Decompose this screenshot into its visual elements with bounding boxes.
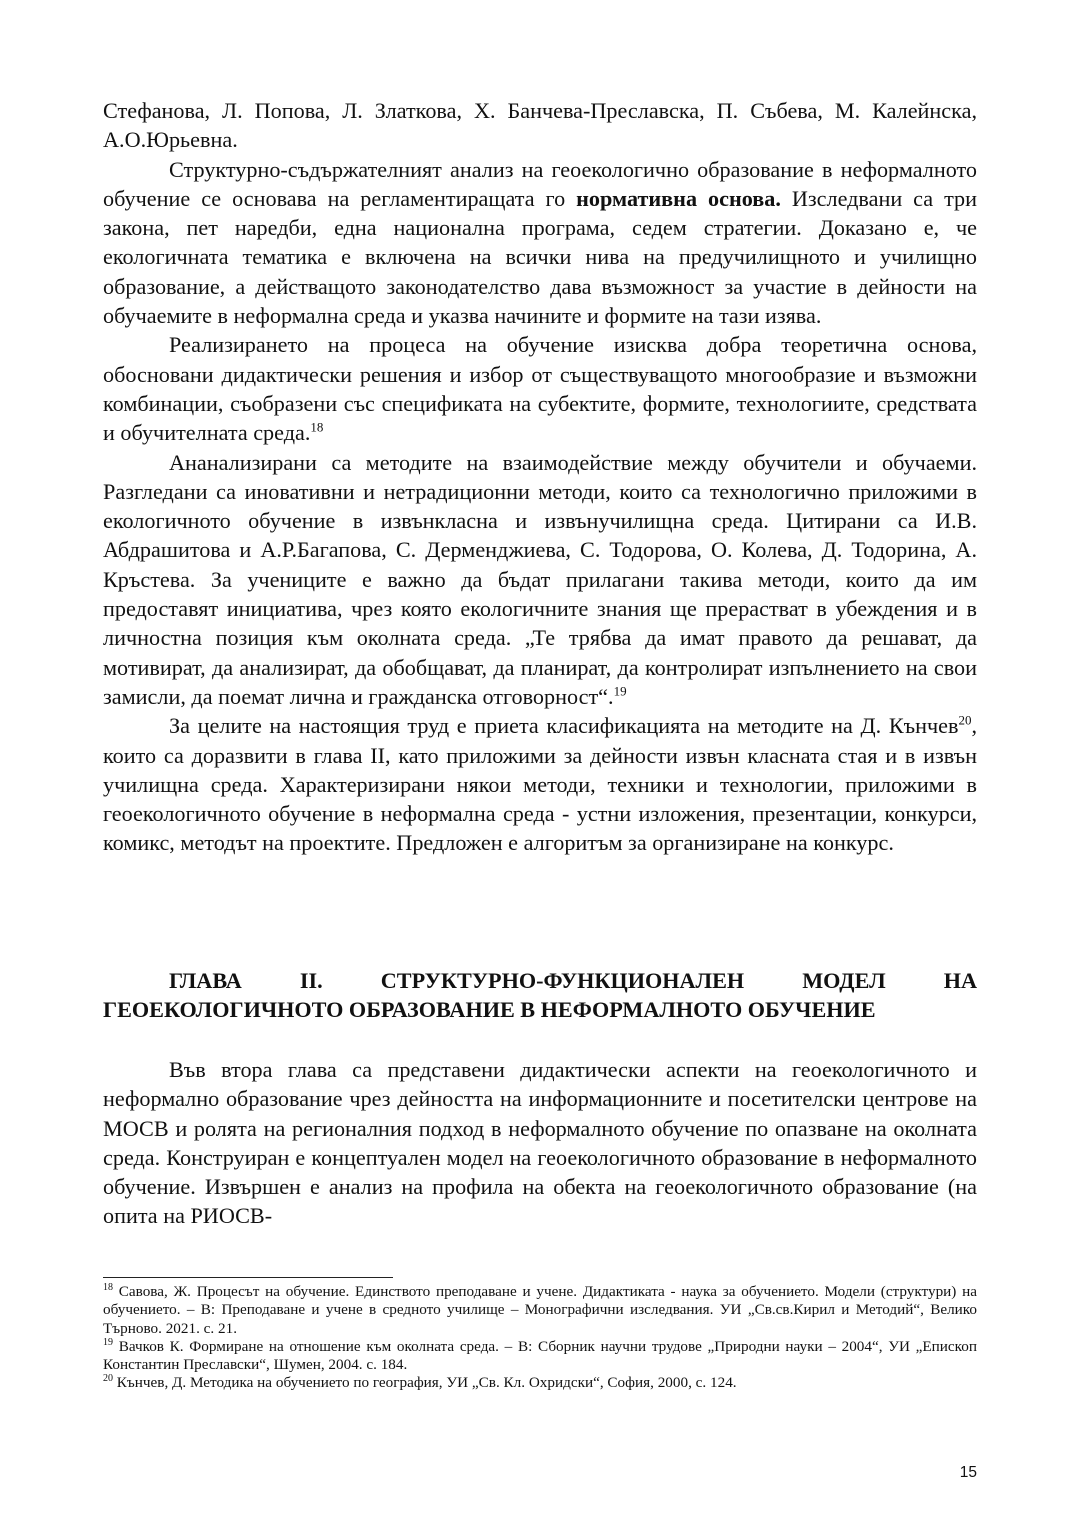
footnote-number: 20 [103,1373,113,1385]
footnote-text: Кънчев, Д. Методика на обучението по география, УИ „Св. Кл. Охридски“, София, 2000, с. 124. [113,1374,737,1392]
footnote-19 [103,1338,977,1375]
paragraph-2-rest: Изследвани са три закона, пет наредби, една национална програма, седем стратегии. Доказано е, че екологичната тематика е включена на всички нива на предучилищното и училищно образование, а действащото законодателство дава възможност за участие в дейности на обучаемите в неформална среда и указва начините и формите на тази изява. [103,185,978,329]
footnote-20 [103,1374,977,1392]
footnotes [103,1283,977,1393]
footnote-separator [103,1277,393,1278]
paragraph-3 [103,330,977,447]
page-number: 15 [959,1464,977,1481]
footnote-number: 18 [103,1281,113,1293]
paragraph-5 [103,711,977,857]
footnote-number: 19 [103,1336,113,1348]
paragraph-4 [103,448,977,712]
paragraph-4-text: Ананализирани са методите на взаимодействие между обучители и обучаеми. Разгледани са иновативни и нетрадиционни методи, които са технологично приложими в екологичното обучение в извънкласна и извънучилищна среда. Цитирани са И.В. Абдрашитова и А.Р.Багапова, С. Дерменджиева, С. Тодорова, О. Колева, Д. Тодорина, А. Кръстева. За учениците е важно да бъдат прилагани такива методи, които да им предоставят инициатива, чрез която екологичните знания ще прерастват в убеждения и в личностна позиция към околната среда. „Те трябва да имат правото да решават, да мотивират, да анализират, да обобщават, да планират, да контролират изпълнението на свои замисли, да поемат лична и гражданска отговорност“. [103,449,977,709]
footnote-18 [103,1283,977,1338]
paragraph-1: Стефанова, Л. Попова, Л. Златкова, Х. Банчева-Преславска, П. Събева, М. Калейнска, А.О.Юрьевна. [103,98,977,153]
body-text-upper [103,96,977,858]
paragraph-6: Във втора глава са представени дидактически аспекти на геоекологичното и неформално образование чрез дейността на информационните и посетителски центрове на МОСВ и ролята на регионалния подход в неформалното обучение по опазване на околната среда. Конструиран е концептуален модел на геоекологичното образование в неформалното обучение. Извършен е анализ на профила на обекта на геоекологичното образование (на опита на РИОСВ- [103,1057,977,1229]
footnote-text: Савова, Ж. Процесът на обучение. Единството преподаване и учене. Дидактиката - наука за обучението. Модели (структури) на обучението. – В: Преподаване и учене в средното училище – Монографични изследвания. УИ „Св.св.Кирил и Методий“, Велико Търново. 2021. с. 21. [103,1283,977,1337]
footnote-text: Вачков К. Формиране на отношение към околната среда. – В: Сборник научни трудове „Природни науки – 2004“, УИ „Епископ Константин Преславски“, Шумен, 2004. с. 184. [103,1337,977,1374]
paragraph-2-lead: Структурно-съдържателният анализ на геоекологично образование в неформалното обучение се основава на регламентиращата го [103,156,977,211]
paragraph-2-bold-term: нормативна основа. [576,185,781,211]
paragraph-3-text: Реализирането на процеса на обучение изисква добра теоретична основа, обосновани дидактически решения и избор от съществуващото многообразие и възможни комбинации, съобразени със спецификата на субектите, формите, технологиите, средствата и обучителната среда. [103,332,977,446]
paragraph-5-lead: За целите на настоящия труд е приета класификацията на методите на Д. Кънчев [169,713,959,739]
footnote-ref-18[interactable]: 18 [310,419,324,435]
body-text-lower [103,1055,977,1231]
paragraph-2 [103,155,977,331]
paragraph-5-rest: , които са доразвити в глава II, като приложими за дейности извън класната стая и в извън училищна среда. Характеризирани някои методи, техники и технологии, приложими в геоекологичното обучение в неформална среда - устни изложения, презентации, конкурси, комикс, методът на проектите. Предложен е алгоритъм за организиране на конкурс. [103,713,977,856]
footnote-ref-19[interactable]: 19 [613,683,627,699]
footnote-ref-20[interactable]: 20 [958,712,972,728]
chapter-heading: ГЛАВА II. СТРУКТУРНО-ФУНКЦИОНАЛЕН МОДЕЛ НА ГЕОЕКОЛОГИЧНОТО ОБРАЗОВАНИЕ В НЕФОРМАЛНОТО ОБУЧЕНИЕ [103,968,977,1022]
